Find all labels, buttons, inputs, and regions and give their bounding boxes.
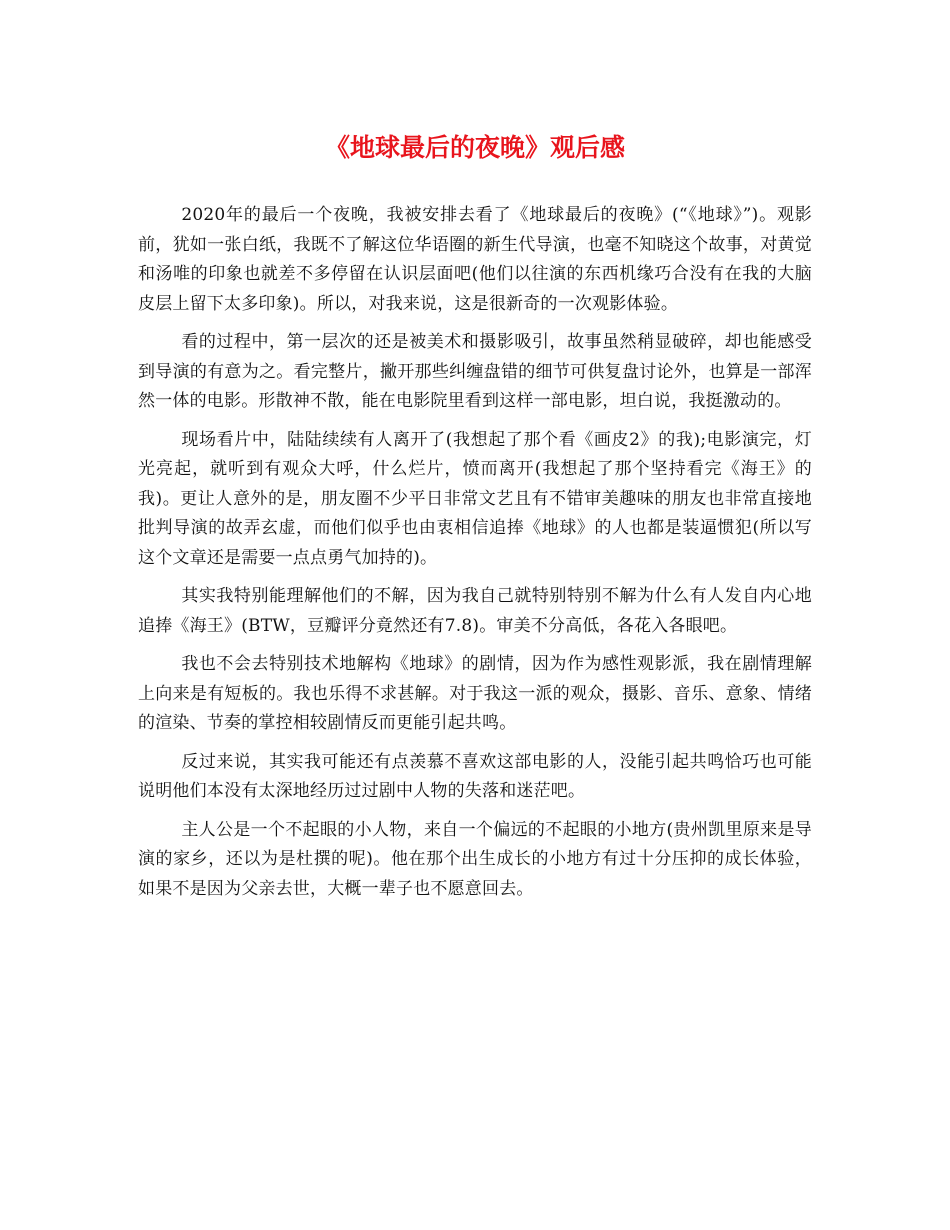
paragraph: 现场看片中，陆陆续续有人离开了(我想起了那个看《画皮2》的我);电影演完，灯光亮起，就听到有观众大呼，什么烂片，愤而离开(我想起了那个坚持看完《海王》的我)。更让人意外的是，朋友圈不少平日非常文艺且有不错审美趣味的朋友也非常直接地批判导演的故弄玄虚，而他们似乎也由衷相信追捧《地球》的人也都是装逼惯犯(所以写这个文章还是需要一点点勇气加持的)。 (138, 429, 812, 568)
paragraph: 我也不会去特别技术地解构《地球》的剧情，因为作为感性观影派，我在剧情理解上向来是有短板的。我也乐得不求甚解。对于我这一派的观众，摄影、音乐、意象、情绪的渲染、节奏的掌控相较剧情反而更能引起共鸣。 (138, 654, 812, 733)
document-body (138, 201, 812, 913)
paragraph: 2020年的最后一个夜晚，我被安排去看了《地球最后的夜晚》(“《地球》”)。观影前，犹如一张白纸，我既不了解这位华语圈的新生代导演，也毫不知晓这个故事，对黄觉和汤唯的印象也就差不多停留在认识层面吧(他们以往演的东西机缘巧合没有在我的大脑皮层上留下太多印象)。所以，对我来说，这是很新奇的一次观影体验。 (138, 205, 812, 314)
document-title: 《地球最后的夜晚》观后感 (324, 133, 625, 162)
paragraph: 看的过程中，第一层次的还是被美术和摄影吸引，故事虽然稍显破碎，却也能感受到导演的有意为之。看完整片，撇开那些纠缠盘错的细节可供复盘讨论外，也算是一部浑然一体的电影。形散神不散，能在电影院里看到这样一部电影，坦白说，我挺激动的。 (138, 332, 812, 411)
paragraph: 主人公是一个不起眼的小人物，来自一个偏远的不起眼的小地方(贵州凯里原来是导演的家乡，还以为是杜撰的呢)。他在那个出生成长的小地方有过十分压抑的成长体验，如果不是因为父亲去世，大概一辈子也不愿意回去。 (138, 819, 812, 899)
paragraph: 其实我特别能理解他们的不解，因为我自己就特别特别不解为什么有人发自内心地追捧《海王》(BTW，豆瓣评分竟然还有7.8)。审美不分高低，各花入各眼吧。 (138, 586, 812, 636)
paragraph: 反过来说，其实我可能还有点羡慕不喜欢这部电影的人，没能引起共鸣恰巧也可能说明他们本没有太深地经历过过剧中人物的失落和迷茫吧。 (138, 751, 812, 801)
